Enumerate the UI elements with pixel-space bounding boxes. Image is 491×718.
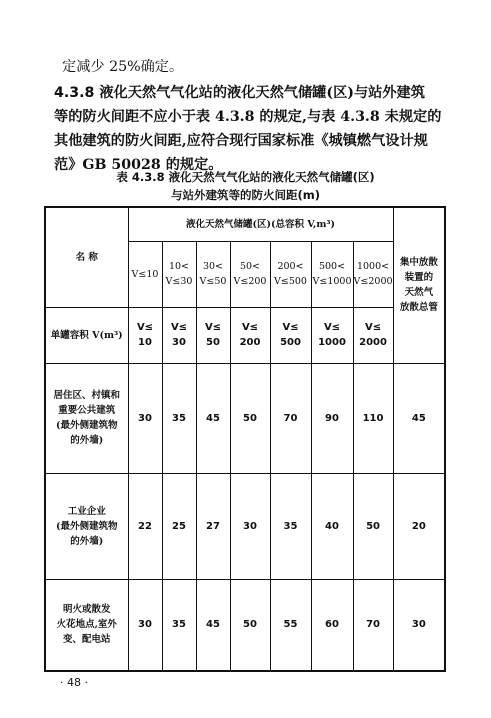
table-row-industrial — [45, 473, 445, 579]
table-cell: 110 — [353, 363, 393, 473]
single-tank-label: 单罐容积 V(m³) — [45, 307, 128, 363]
fire-separation-table — [44, 206, 446, 672]
paragraph-line: 定减少 25%确定。 — [62, 59, 184, 75]
row-label: 居住区、村镇和 重要公共建筑 (最外侧建筑物 的外墙) — [45, 363, 128, 473]
table-cell: 55 — [270, 579, 311, 671]
paragraph-line: 液化天然气气化站的液化天然气储罐(区)与站外建筑 — [99, 85, 425, 101]
single-tank-limit: V≤ 10 — [128, 307, 162, 363]
table-cell: 70 — [353, 579, 393, 671]
table-cell: 22 — [128, 473, 162, 579]
table-cell: 30 — [128, 363, 162, 473]
single-tank-row — [45, 307, 445, 363]
single-tank-limit: V≤ 30 — [162, 307, 196, 363]
table-cell: 50 — [230, 579, 270, 671]
table-cell: 35 — [162, 363, 196, 473]
table-cell: 70 — [270, 363, 311, 473]
table-cell: 90 — [311, 363, 353, 473]
single-tank-limit: V≤ 500 — [270, 307, 311, 363]
paragraph-line: 等的防火间距不应小于表 4.3.8 的规定,与表 4.3.8 未规定的 — [54, 109, 442, 125]
clause-4-3-8-heading — [54, 80, 450, 106]
single-tank-limit: V≤ 2000 — [353, 307, 393, 363]
table-cell: 30 — [393, 579, 445, 671]
range-header: 30< V≤50 — [196, 241, 230, 307]
table-row-residential — [45, 363, 445, 473]
name-column-header: 名 称 — [45, 207, 128, 307]
table-cell: 50 — [353, 473, 393, 579]
table-cell: 60 — [311, 579, 353, 671]
range-header: V≤10 — [128, 241, 162, 307]
table-cell: 45 — [393, 363, 445, 473]
table-cell: 30 — [230, 473, 270, 579]
table-row-open-flame — [45, 579, 445, 671]
row-label: 工业企业 (最外侧建筑物 的外墙) — [45, 473, 128, 579]
single-tank-limit: V≤ 200 — [230, 307, 270, 363]
table-cell: 35 — [270, 473, 311, 579]
table-cell: 45 — [196, 579, 230, 671]
range-header: 10< V≤30 — [162, 241, 196, 307]
table-cell: 40 — [311, 473, 353, 579]
range-header: 1000< V≤2000 — [353, 241, 393, 307]
paragraph-line: 其他建筑的防火间距,应符合现行国家标准《城镇燃气设计规 — [54, 133, 428, 149]
tank-volume-group-header: 液化天然气储罐(区)(总容积 V,m³) — [128, 207, 393, 241]
single-tank-limit: V≤ 50 — [196, 307, 230, 363]
table-cell: 35 — [162, 579, 196, 671]
table-cell: 27 — [196, 473, 230, 579]
range-header: 50< V≤200 — [230, 241, 270, 307]
table-cell: 20 — [393, 473, 445, 579]
table-header-row — [45, 207, 445, 241]
single-tank-limit: V≤ 1000 — [311, 307, 353, 363]
table-cell: 45 — [196, 363, 230, 473]
row-label: 明火或散发 火花地点,室外 变、配电站 — [45, 579, 128, 671]
table-cell: 50 — [230, 363, 270, 473]
table-cell: 25 — [162, 473, 196, 579]
table-cell: 30 — [128, 579, 162, 671]
table-caption-subtitle: 与站外建筑等的防火间距(m) — [171, 188, 320, 202]
range-header: 200< V≤500 — [270, 241, 311, 307]
range-header: 500< V≤1000 — [311, 241, 353, 307]
clause-number: 4.3.8 — [54, 85, 95, 101]
paragraph-line: 范》GB 50028 的规定。 — [54, 157, 223, 173]
table-caption: 表 4.3.8 液化天然气气化站的液化天然气储罐(区) — [116, 170, 375, 184]
vent-stack-column-header: 集中放散 装置的 天然气 放散总管 — [393, 207, 445, 363]
page-number: · 48 · — [60, 676, 88, 689]
